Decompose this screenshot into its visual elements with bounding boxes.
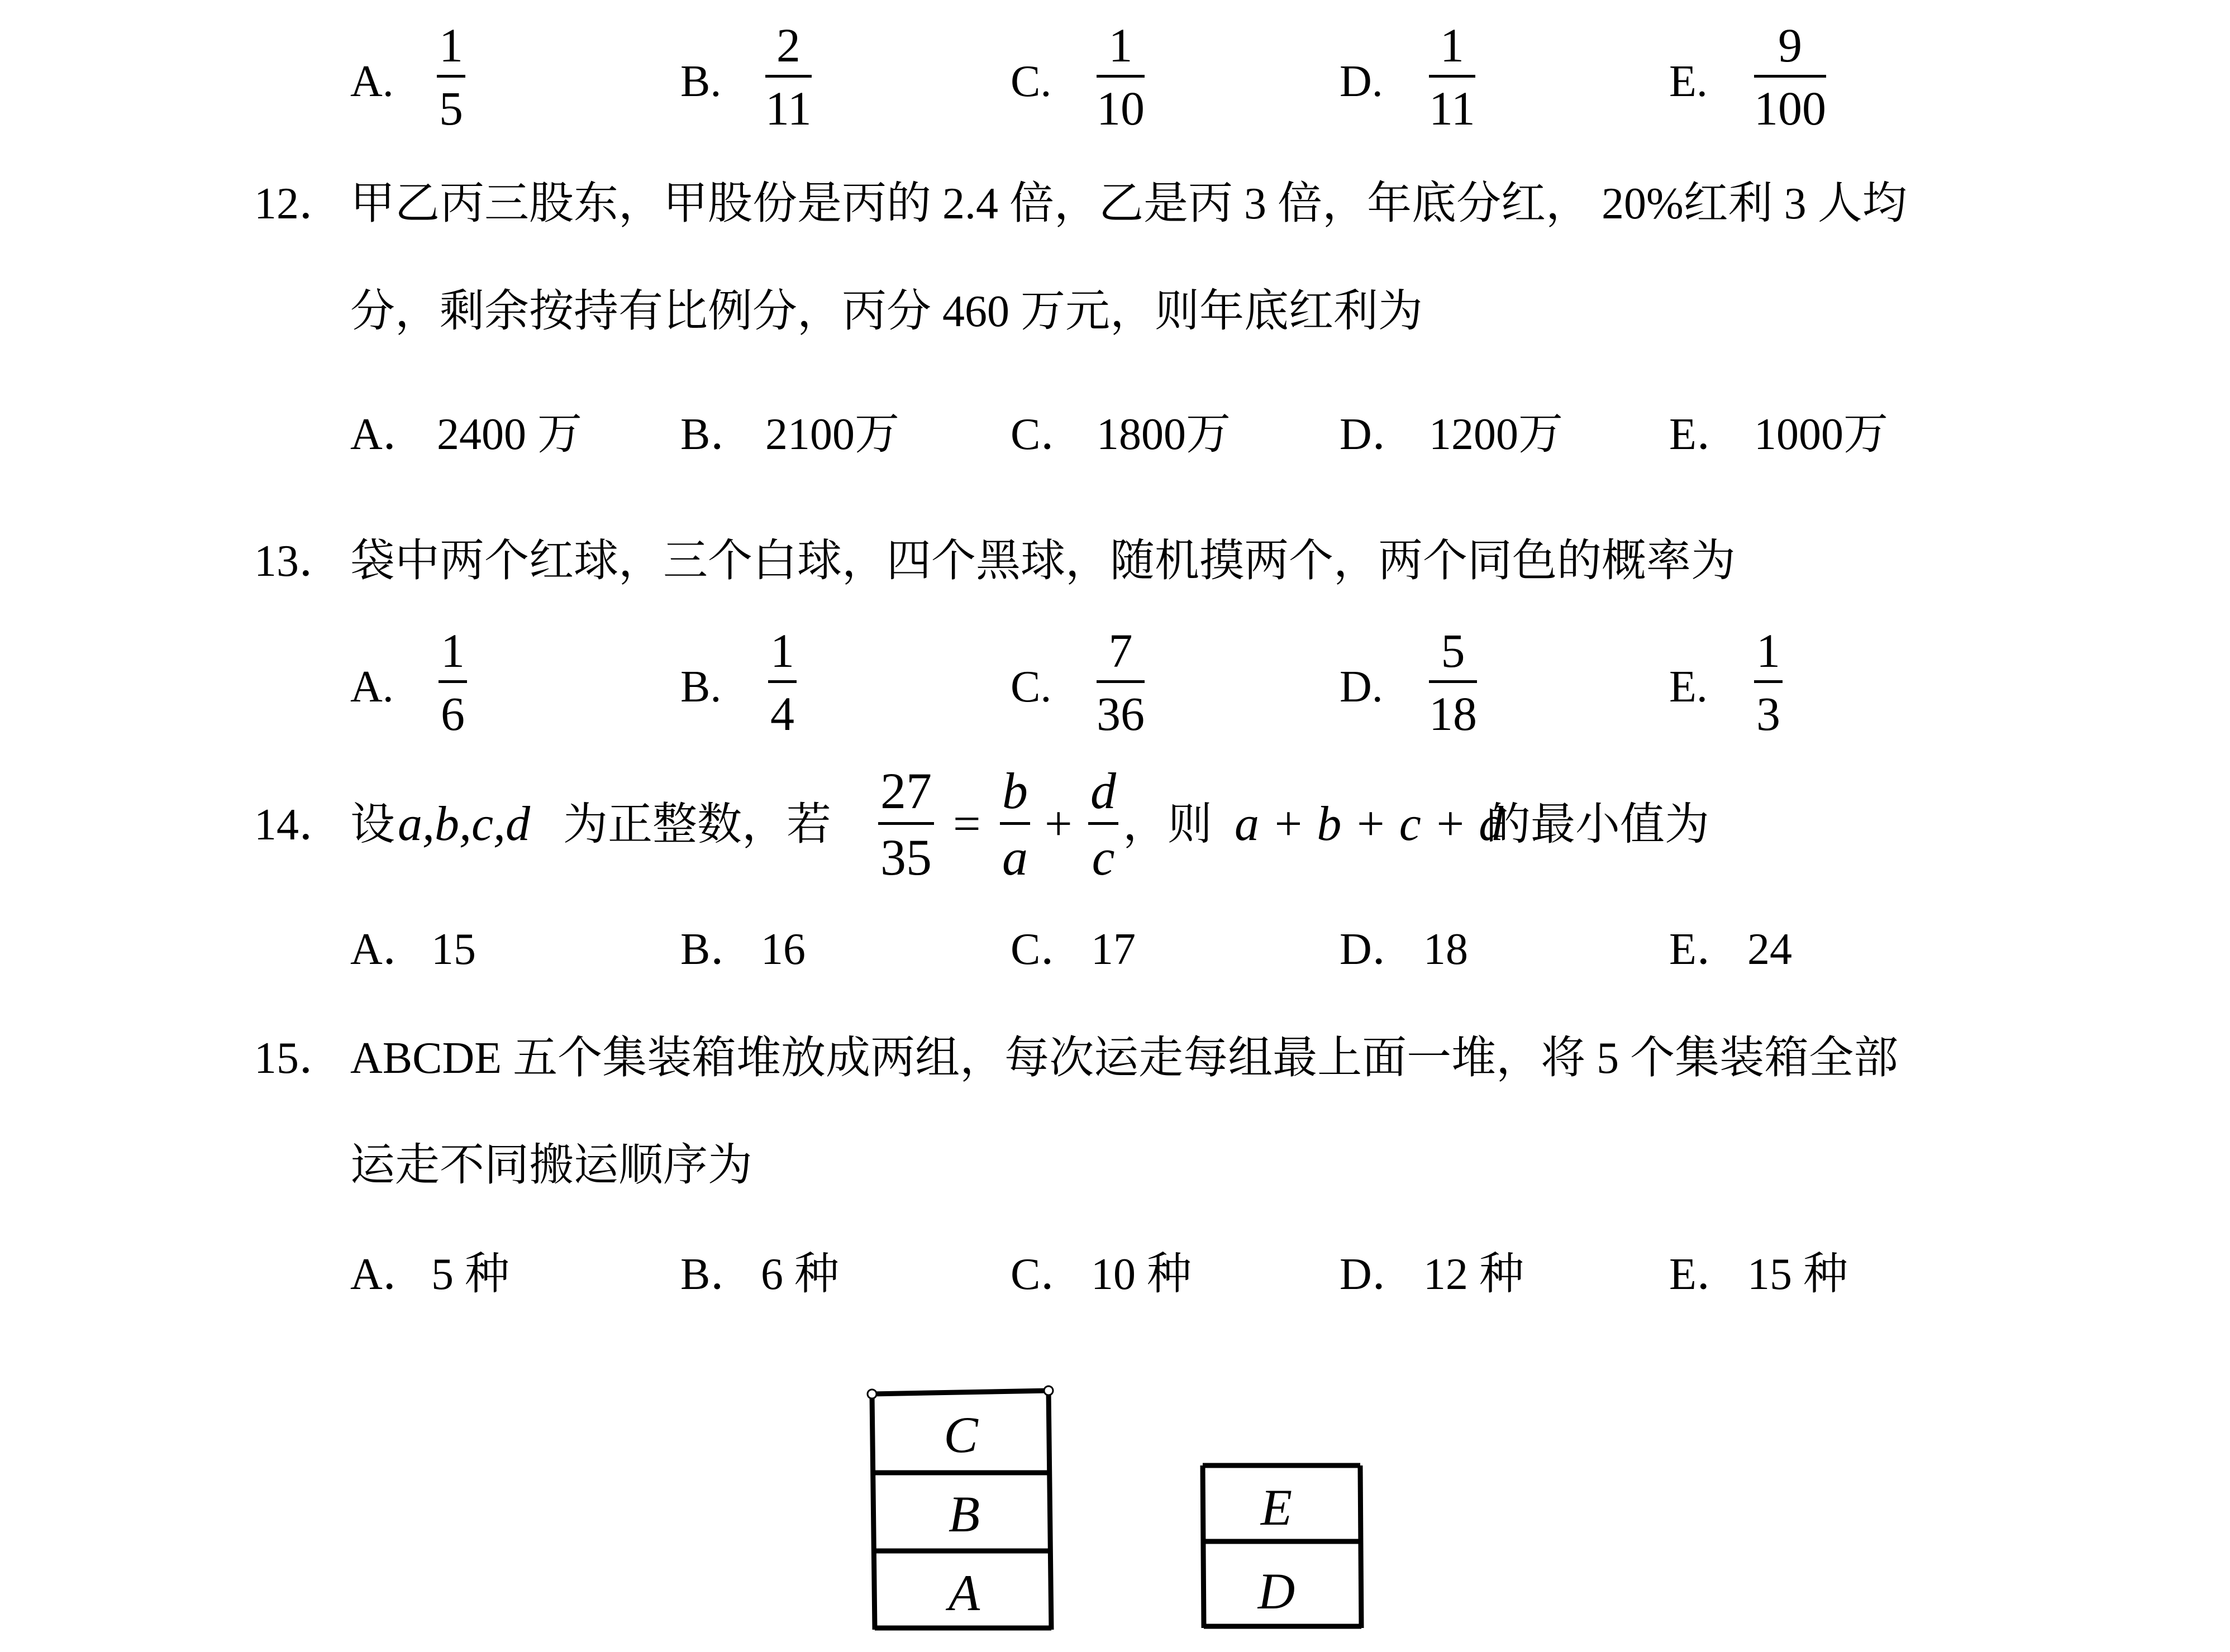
q15-option-e-text: 15 种 [1747,1250,1848,1299]
stack-1-corner-left [868,1390,876,1398]
q12-option-d-text: 1200万 [1429,410,1563,459]
q14-mid: 为正整数，若 [563,800,831,849]
q14-suffix-1: ，则 [1123,800,1212,849]
q14-option-e-letter: E． [1669,925,1741,974]
q13-option-d-fraction: 5 18 [1429,624,1477,741]
q12-option-c-text: 1800万 [1097,410,1231,459]
q14-number: 14． [254,800,344,849]
q14-option-d-text: 18 [1423,925,1468,974]
q14-fraction-b-a: b a [1000,765,1030,883]
container-c-label: C [944,1406,978,1463]
q15-option-c-text: 10 种 [1091,1250,1192,1299]
q15-number: 15． [254,1034,344,1083]
q12-option-b-letter: B． [680,410,755,459]
container-a-label: A [948,1564,980,1621]
q14-option-a-letter: A． [350,925,427,974]
q14-vars: a,b,c,d [398,797,531,851]
q15-option-b-text: 6 种 [761,1250,839,1299]
q12-option-b-text: 2100万 [765,410,899,459]
q12-option-d-letter: D． [1340,410,1417,459]
q15-option-a-letter: A． [350,1250,427,1299]
q15-line-1: ABCDE 五个集装箱堆放成两组，每次运走每组最上面一堆，将 5 个集装箱全部 [350,1034,1899,1083]
q14-option-d-letter: D． [1340,925,1417,974]
q14-sum-expression: a + b + c + d [1235,797,1504,851]
q12-option-e-letter: E． [1669,410,1741,459]
q11-option-c-fraction: 1 10 [1097,18,1145,135]
q12-number: 12． [254,179,344,228]
q13-option-b-fraction: 1 4 [768,627,797,738]
q12-option-a-text: 2400 万 [437,410,582,459]
q15-option-b-letter: B． [680,1250,755,1299]
q14-fraction-d-c: d c [1088,765,1118,883]
q11-option-d-fraction: 1 11 [1429,18,1475,135]
q15-option-d-letter: D． [1340,1250,1417,1299]
q12-option-e-text: 1000万 [1754,410,1888,459]
q14-option-b-letter: B． [680,925,755,974]
q11-option-e-fraction: 9 100 [1754,18,1826,135]
q15-option-c-letter: C． [1011,1250,1085,1299]
q13-option-c-fraction: 7 36 [1097,624,1145,741]
q14-suffix-2: 的最小值为 [1486,800,1709,849]
q15-option-e-letter: E． [1669,1250,1741,1299]
q12-option-c-letter: C． [1011,410,1085,459]
container-d-label: D [1257,1563,1295,1620]
q12-line-2: 分，剩余按持有比例分，丙分 460 万元，则年底红利为 [350,287,1423,336]
q12-option-a-letter: A． [350,410,427,459]
q14-option-b-text: 16 [761,925,806,974]
q13-option-a-fraction: 1 6 [439,627,467,738]
q14-option-e-text: 24 [1747,925,1792,974]
q14-prefix: 设 [350,800,395,849]
q14-plus: + [1045,797,1073,851]
q13-number: 13． [254,537,344,586]
q15-option-a-text: 5 种 [431,1250,509,1299]
q12-line-1: 甲乙丙三股东，甲股份是丙的 2.4 倍，乙是丙 3 倍，年底分红， 20%红利 3 人均 [350,179,1907,228]
q11-option-a-fraction: 1 5 [437,21,465,132]
container-b-label: B [948,1486,980,1543]
q14-option-a-text: 15 [431,925,476,974]
q13-line-1: 袋中两个红球，三个白球，四个黑球，随机摸两个，两个同色的概率为 [350,537,1736,586]
container-e-label: E [1260,1479,1293,1536]
q15-line-2: 运走不同搬运顺序为 [350,1141,752,1190]
q11-option-b-fraction: 2 11 [765,18,812,135]
stack-1-corner-right [1044,1386,1053,1395]
q15-option-d-text: 12 种 [1423,1250,1524,1299]
q13-option-e-fraction: 1 3 [1754,627,1783,738]
q14-option-c-letter: C． [1011,925,1085,974]
q14-option-c-text: 17 [1091,925,1136,974]
q14-fraction-27-35: 27 35 [878,765,934,883]
q14-equals: = [953,797,981,851]
